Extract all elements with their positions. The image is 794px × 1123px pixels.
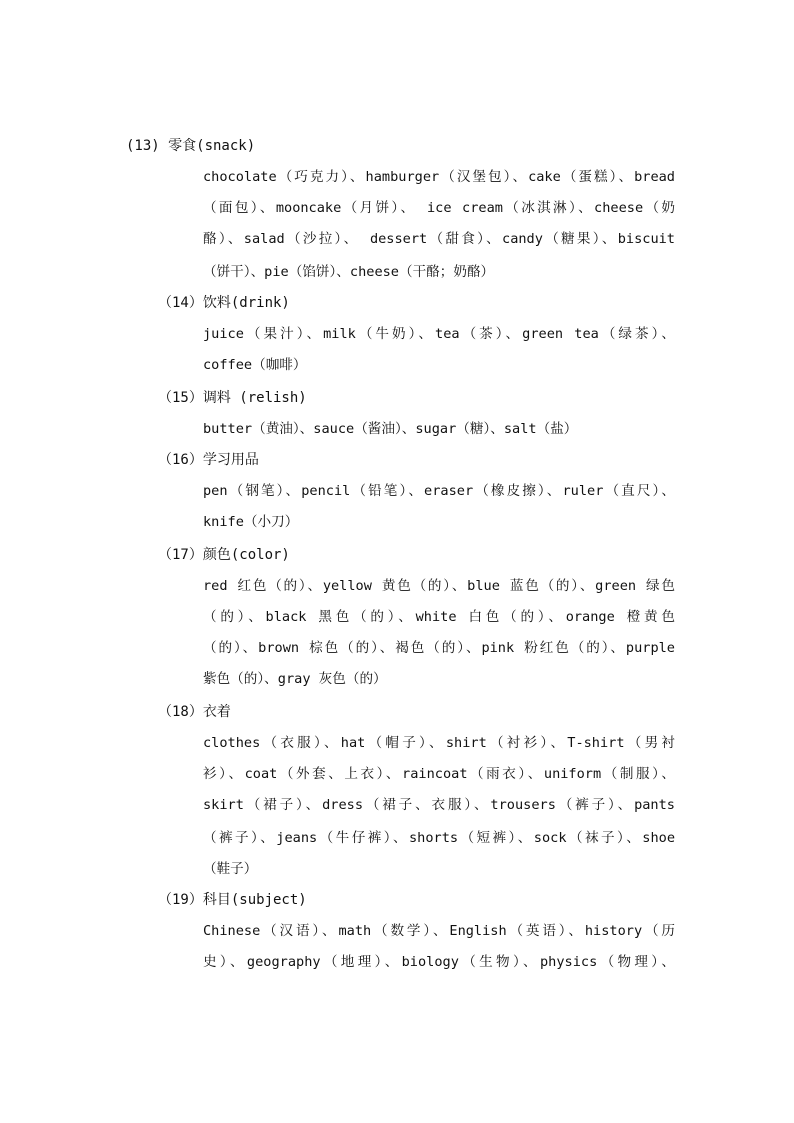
subject-line-1: Chinese（汉语）、math（数学）、English（英语）、history（历 <box>203 923 675 939</box>
snack-line-3: 酪）、salad（沙拉）、 dessert（甜食）、candy（糖果）、biscuit <box>203 231 675 247</box>
color-line-1: red 红色（的）、yellow 黄色（的）、blue 蓝色（的）、green 绿色 <box>203 578 675 594</box>
section-heading-subject: （19）科目(subject) <box>158 892 307 908</box>
color-line-3: （的）、brown 棕色（的）、褐色（的）、pink 粉红色（的）、purple <box>203 640 675 656</box>
section-heading-school-supplies: （16）学习用品 <box>158 452 259 468</box>
section-heading-drink: （14）饮料(drink) <box>158 295 290 311</box>
clothing-line-2: 衫）、coat（外套、上衣）、raincoat（雨衣）、uniform（制服）、 <box>203 766 675 782</box>
drink-line-2: coffee（咖啡） <box>203 357 307 373</box>
section-heading-relish: （15）调料 (relish) <box>158 390 307 406</box>
clothing-line-1: clothes（衣服）、hat（帽子）、shirt（衬衫）、T-shirt（男衬 <box>203 735 675 751</box>
section-heading-clothing: （18）衣着 <box>158 704 231 720</box>
section-heading-color: （17）颜色(color) <box>158 547 290 563</box>
clothing-line-5: （鞋子） <box>203 861 258 877</box>
snack-line-4: （饼干）、pie（馅饼）、cheese（干酪；奶酪） <box>203 264 495 280</box>
section-heading-snack: (13) 零食(snack) <box>126 138 256 154</box>
drink-line-1: juice（果汁）、milk（牛奶）、tea（茶）、green tea（绿茶）、 <box>203 326 675 342</box>
subject-line-2: 史）、geography（地理）、biology（生物）、physics（物理）、 <box>203 954 675 970</box>
color-line-2: （的）、black 黑色（的）、white 白色（的）、orange 橙黄色 <box>203 609 675 625</box>
color-line-4: 紫色（的）、gray 灰色（的） <box>203 671 387 687</box>
school-supplies-line-2: knife（小刀） <box>203 514 299 530</box>
snack-line-2: （面包）、mooncake（月饼）、 ice cream（冰淇淋）、cheese（奶 <box>203 200 675 216</box>
snack-line-1: chocolate（巧克力）、hamburger（汉堡包）、cake（蛋糕）、bread <box>203 169 675 185</box>
relish-line-1: butter（黄油）、sauce（酱油）、sugar（糖）、salt（盐） <box>203 421 578 437</box>
clothing-line-4: （裤子）、jeans（牛仔裤）、shorts（短裤）、sock（袜子）、shoe <box>203 830 675 846</box>
school-supplies-line-1: pen（钢笔）、pencil（铅笔）、eraser（橡皮擦）、ruler（直尺）、 <box>203 483 675 499</box>
clothing-line-3: skirt（裙子）、dress（裙子、衣服）、trousers（裤子）、pants <box>203 797 675 813</box>
